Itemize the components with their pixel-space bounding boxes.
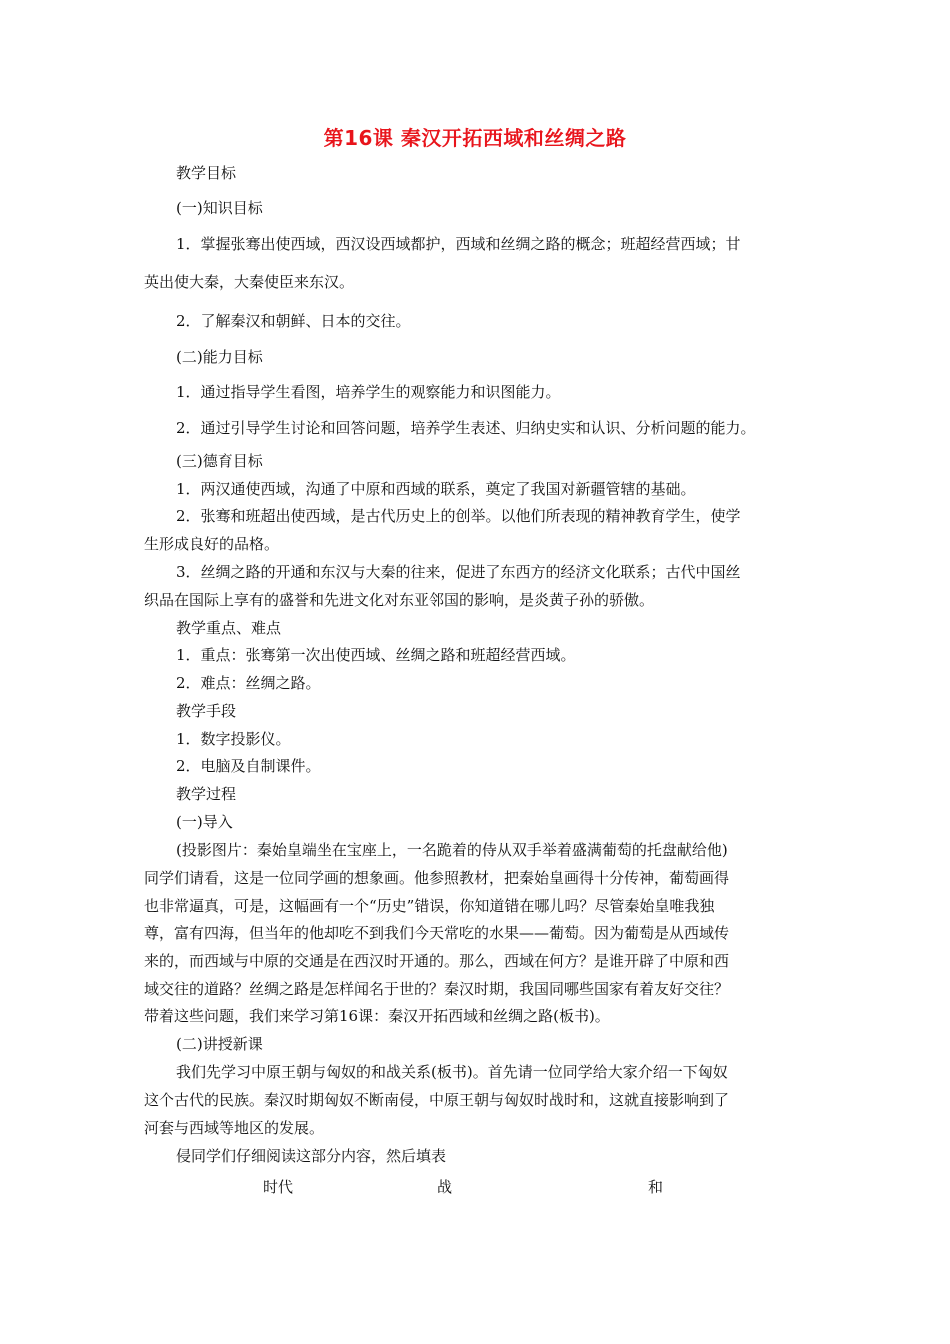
table-header-war: 战 [437,1178,453,1196]
body-line: 2．张骞和班超出使西域，是古代历史上的创举。以他们所表现的精神教育学生，使学 [176,507,741,525]
body-line: 教学过程 [176,785,237,803]
body-line: 2．电脑及自制课件。 [176,757,321,775]
body-line: 尊，富有四海，但当年的他却吃不到我们今天常吃的水果——葡萄。因为葡萄是从西域传 [144,924,730,942]
body-line: 2．了解秦汉和朝鲜、日本的交往。 [176,312,411,330]
body-line: 侵同学们仔细阅读这部分内容，然后填表 [176,1147,447,1165]
body-line: 英出使大秦，大秦使臣来东汉。 [144,273,355,291]
body-line: 织品在国际上享有的盛誉和先进文化对东亚邻国的影响，是炎黄子孙的骄傲。 [144,591,655,609]
body-line: 河套与西域等地区的发展。 [144,1119,325,1137]
body-line: (一)知识目标 [176,199,263,217]
body-line: 1．数字投影仪。 [176,730,291,748]
body-line: 教学手段 [176,702,237,720]
body-line: (一)导入 [176,813,233,831]
body-line: (三)德育目标 [176,452,263,470]
table-header-era: 时代 [263,1178,294,1196]
body-line: 我们先学习中原王朝与匈奴的和战关系(板书)。首先请一位同学给大家介绍一下匈奴 [176,1063,728,1081]
body-line: (二)能力目标 [176,348,263,366]
body-line: 教学重点、难点 [176,619,282,637]
body-line: 1．掌握张骞出使西域，西汉设西域都护，西域和丝绸之路的概念；班超经营西域；甘 [176,235,741,253]
body-line: 同学们请看，这是一位同学画的想象画。他参照教材，把秦始皇画得十分传神，葡萄画得 [144,869,730,887]
body-line: 1．通过指导学生看图，培养学生的观察能力和识图能力。 [176,383,561,401]
body-line: (投影图片：秦始皇端坐在宝座上，一名跪着的侍从双手举着盛满葡萄的托盘献给他) [176,841,728,859]
body-line: 1．两汉通使西域，沟通了中原和西域的联系，奠定了我国对新疆管辖的基础。 [176,480,696,498]
body-line: 1．重点：张骞第一次出使西域、丝绸之路和班超经营西域。 [176,646,576,664]
body-line: 这个古代的民族。秦汉时期匈奴不断南侵，中原王朝与匈奴时战时和，这就直接影响到了 [144,1091,730,1109]
body-line: 3．丝绸之路的开通和东汉与大秦的往来，促进了东西方的经济文化联系；古代中国丝 [176,563,741,581]
page-title: 第16课 秦汉开拓西域和丝绸之路 [323,126,627,150]
body-line: (二)讲授新课 [176,1035,263,1053]
body-line: 来的，而西域与中原的交通是在西汉时开通的。那么，西域在何方？是谁开辟了中原和西 [144,952,730,970]
body-line: 也非常逼真，可是，这幅画有一个“历史”错误，你知道错在哪儿吗？尽管秦始皇唯我独 [144,897,715,915]
body-line: 2．难点：丝绸之路。 [176,674,321,692]
body-line: 生形成良好的品格。 [144,535,280,553]
table-header-peace: 和 [648,1178,664,1196]
body-line: 教学目标 [176,164,237,182]
body-line: 2．通过引导学生讨论和回答问题，培养学生表述、归纳史实和认识、分析问题的能力。 [176,419,756,437]
body-line: 域交往的道路？丝绸之路是怎样闻名于世的？秦汉时期，我国同哪些国家有着友好交往？ [144,980,730,998]
body-line: 带着这些问题，我们来学习第16课：秦汉开拓西域和丝绸之路(板书)。 [144,1007,610,1025]
